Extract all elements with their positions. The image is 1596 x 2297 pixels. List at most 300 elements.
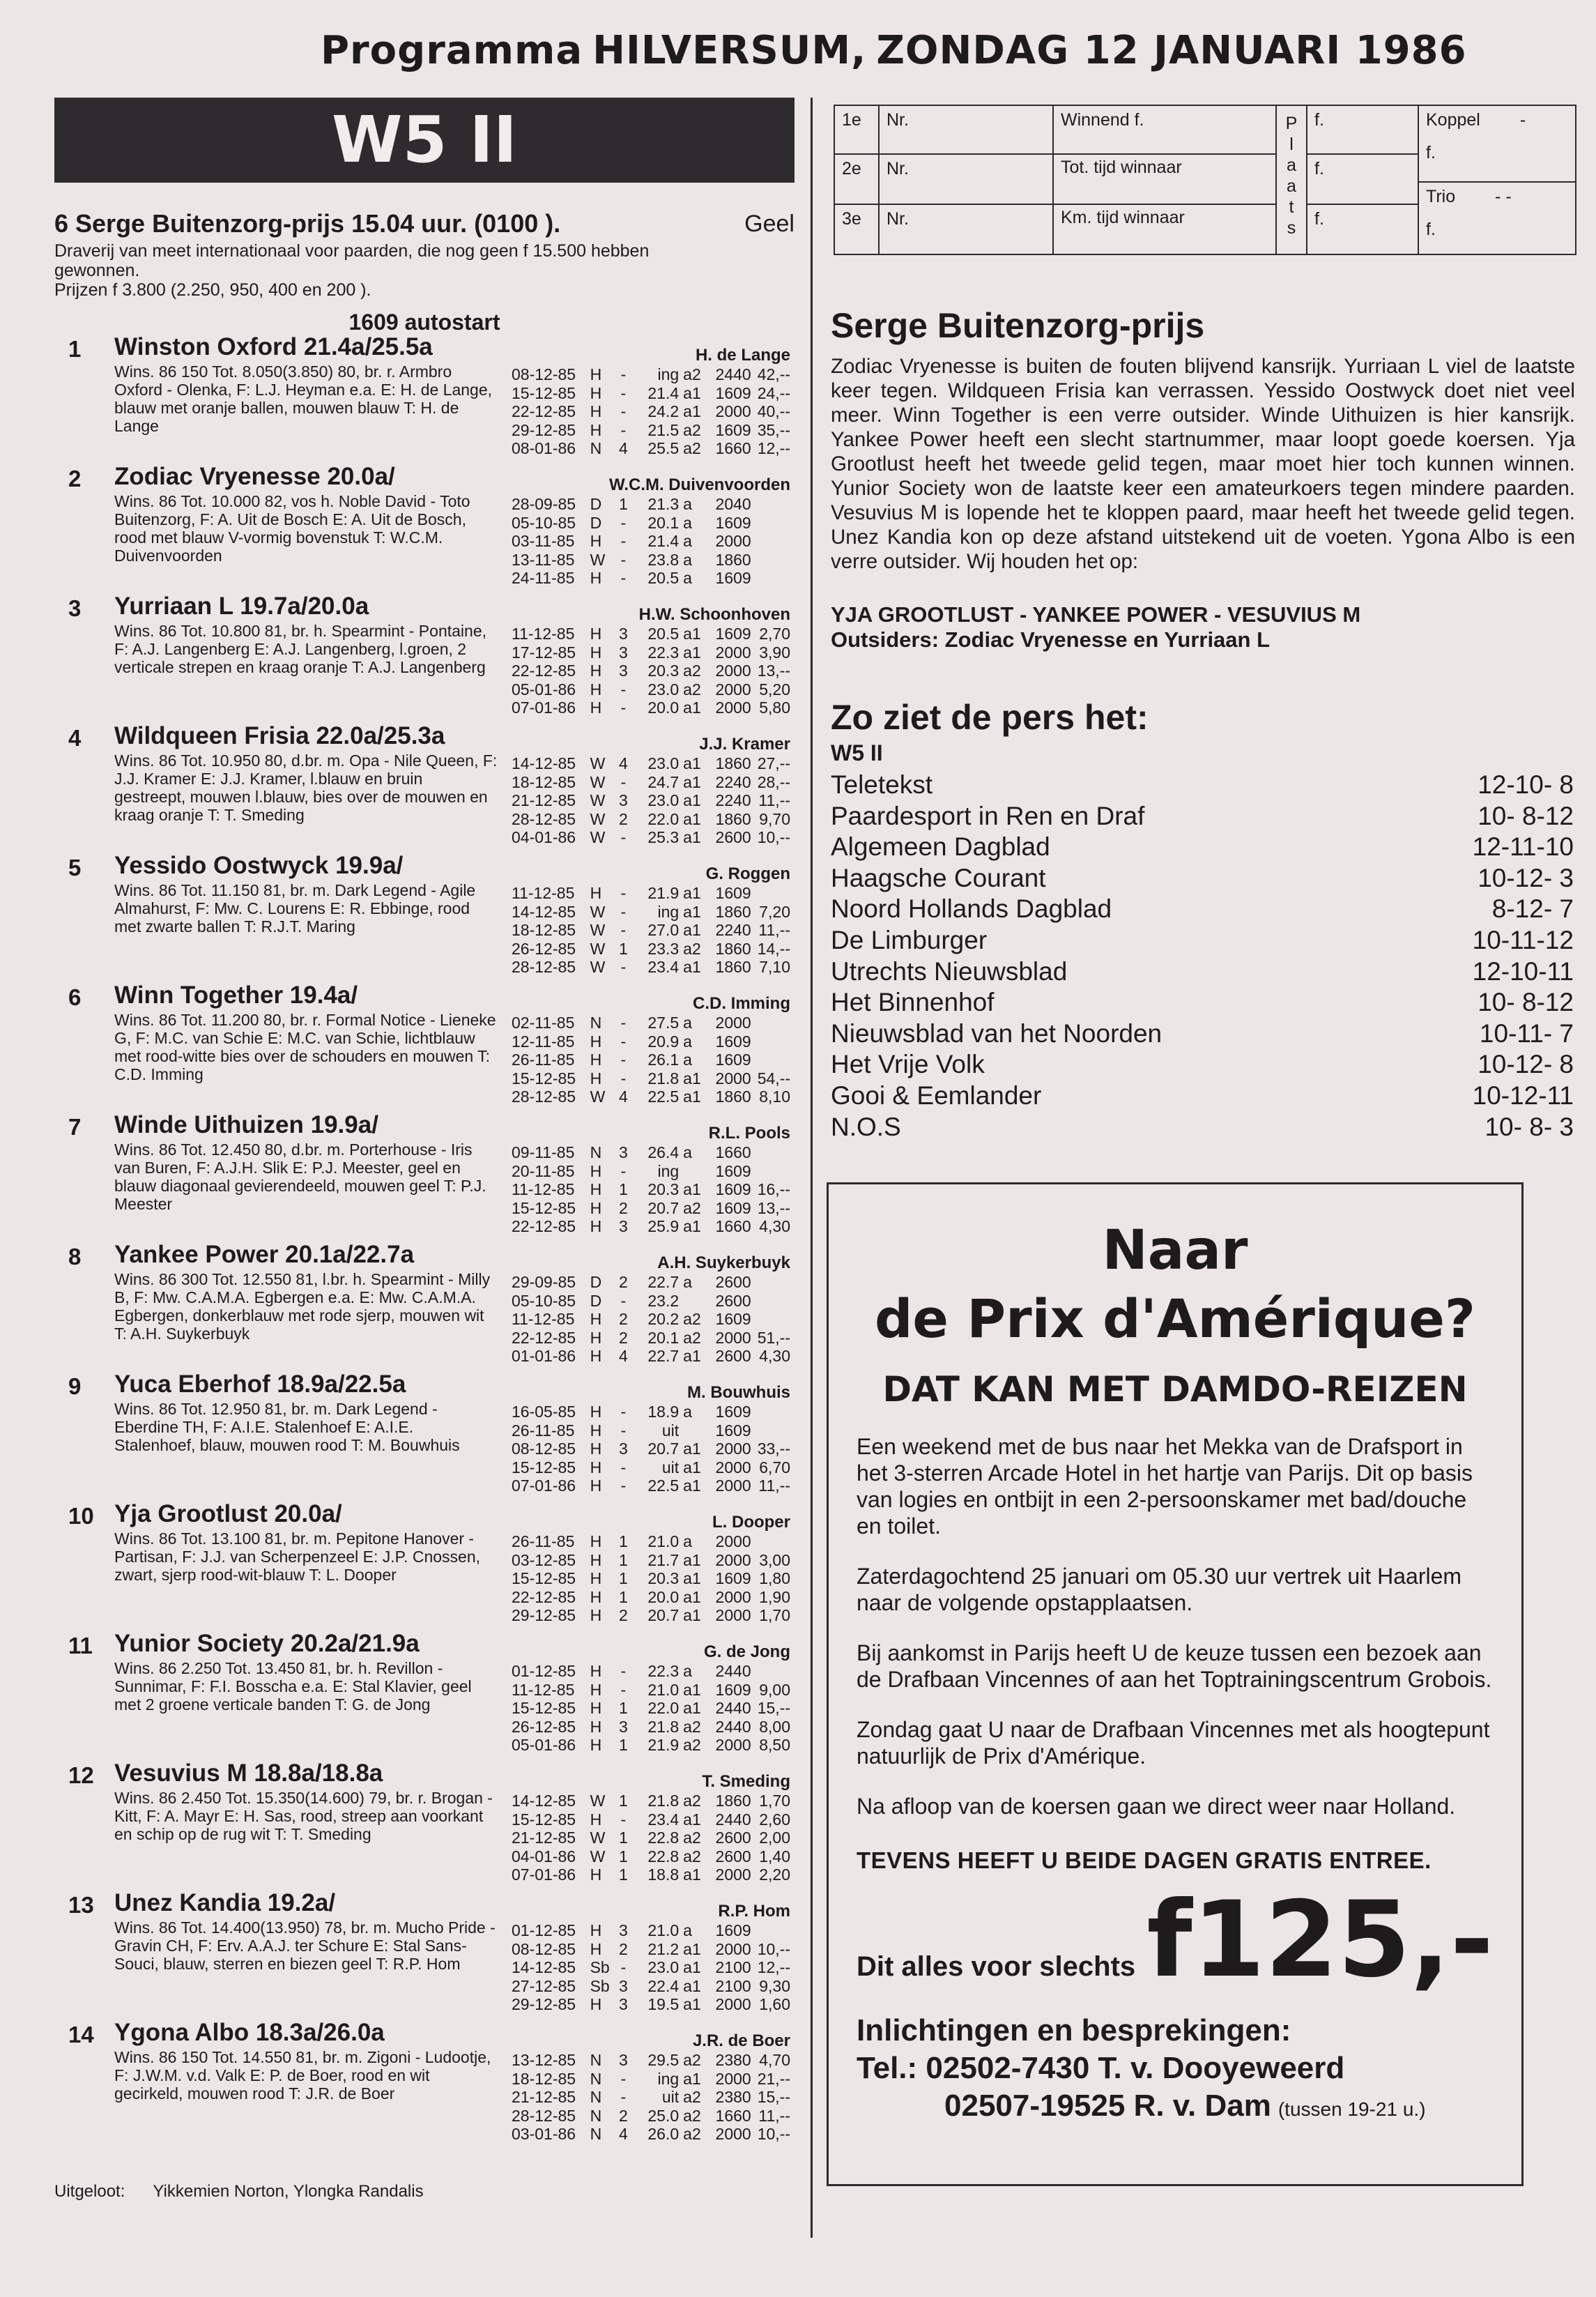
press-source: Teletekst — [831, 770, 933, 799]
race-header — [54, 209, 795, 335]
race-distance: 1609 — [715, 383, 751, 402]
horse-number: 2 — [68, 466, 82, 491]
race-row — [512, 1162, 790, 1181]
race-time: 21.3 — [647, 495, 680, 513]
race-start: a1 — [683, 383, 701, 402]
press-row — [831, 1018, 1574, 1050]
race-time: 22.3 — [647, 643, 680, 662]
ad-paragraph-1: Een weekend met de bus naar het Mekka van de Drafsport in het 3-sterren Arcade Hotel in het hartje van Parijs. Dit op basis van logies en ontbijt in een 2-persoonskamer met bad/douche en toilet. — [857, 1434, 1473, 1539]
race-start: a1 — [683, 1606, 701, 1624]
press-picks: 10-12-11 — [1472, 1081, 1574, 1110]
horse-entry — [54, 1630, 795, 1760]
race-odds — [751, 1421, 790, 1440]
race-distance: 1609 — [715, 1569, 751, 1587]
horse-race-history — [512, 365, 790, 458]
race-date: 18-12-85 — [512, 772, 576, 791]
race-date: 26-12-85 — [512, 939, 576, 958]
race-track: N — [590, 1014, 602, 1032]
press-row — [831, 956, 1574, 988]
race-place: - — [620, 1014, 627, 1032]
race-place: - — [620, 1680, 627, 1699]
horse-entry — [54, 982, 795, 1111]
horse-entry — [54, 333, 795, 463]
horse-race-history — [512, 1921, 790, 2014]
race-track: H — [590, 532, 602, 550]
race-start: a2 — [683, 2125, 701, 2143]
race-date: 05-01-86 — [512, 1736, 576, 1754]
race-track: H — [590, 569, 602, 587]
race-time: 22.7 — [647, 1273, 680, 1291]
article-outsiders: Outsiders: Zodiac Vryenesse en Yurriaan L — [831, 627, 1271, 652]
race-time: 22.8 — [647, 1829, 680, 1847]
race-track: H — [590, 662, 602, 680]
race-odds: 9,00 — [759, 1680, 790, 1699]
race-track: D — [590, 1273, 602, 1291]
horse-race-history — [512, 1792, 790, 1884]
race-row — [512, 1329, 790, 1348]
rg-f-2: f. — [1307, 155, 1419, 205]
race-row — [512, 1699, 790, 1718]
race-distance: 1609 — [715, 569, 751, 587]
race-time: 21.8 — [647, 1069, 680, 1088]
race-row — [512, 1995, 790, 2014]
press-source: N.O.S — [831, 1112, 901, 1141]
race-start: a1 — [683, 1995, 701, 2013]
race-distance: 2000 — [715, 1939, 751, 1958]
race-date: 28-09-85 — [512, 495, 576, 513]
race-row — [512, 1681, 790, 1700]
race-conditions — [54, 241, 682, 300]
press-title: Zo ziet de pers het: — [831, 698, 1149, 737]
race-odds: 3,00 — [759, 1550, 790, 1569]
race-track: H — [590, 1662, 602, 1680]
race-time: 22.0 — [647, 1699, 680, 1717]
race-place: 3 — [619, 625, 628, 643]
race-row — [512, 1199, 790, 1218]
race-date: 01-12-85 — [512, 1662, 576, 1680]
race-date: 02-11-85 — [512, 1014, 575, 1032]
race-odds — [751, 1051, 790, 1069]
press-source: Haagsche Courant — [831, 863, 1046, 892]
race-odds: 7,20 — [759, 902, 790, 921]
race-date: 26-12-85 — [512, 1717, 576, 1736]
race-place: - — [620, 365, 627, 383]
race-start: a1 — [683, 1810, 701, 1829]
ad-tel-1: Tel.: 02502-7430 T. v. Dooyeweerd — [857, 2051, 1345, 2085]
race-place: - — [620, 1458, 627, 1476]
race-place: - — [620, 402, 627, 420]
horse-number: 6 — [68, 984, 82, 1010]
race-distance: 2600 — [715, 1347, 751, 1365]
race-date: 29-09-85 — [512, 1273, 576, 1291]
race-odds — [751, 1403, 790, 1421]
race-distance: 2440 — [715, 1810, 751, 1829]
race-distance: 2380 — [715, 2088, 751, 2106]
race-start: a1 — [683, 1550, 701, 1569]
race-date: 05-10-85 — [512, 513, 576, 532]
race-start: a1 — [683, 1440, 701, 1458]
race-distance: 2600 — [715, 828, 751, 846]
race-distance: 1609 — [715, 1310, 751, 1328]
race-date: 11-12-85 — [512, 1680, 575, 1699]
race-place: 1 — [619, 1550, 628, 1569]
race-track: W — [590, 754, 606, 772]
race-start: a1 — [683, 1217, 701, 1235]
race-distance: 2000 — [715, 680, 751, 699]
race-start: a — [683, 1032, 692, 1051]
race-time: 27.0 — [647, 921, 680, 939]
race-track: D — [590, 513, 602, 532]
press-picks: 10- 8-12 — [1478, 801, 1574, 830]
race-odds: 2,00 — [759, 1829, 790, 1847]
race-date: 15-12-85 — [512, 1198, 576, 1217]
race-start: a1 — [683, 1958, 701, 1976]
race-odds: 8,10 — [759, 1088, 790, 1106]
race-start: a2 — [683, 1792, 701, 1810]
race-distance: 2240 — [715, 772, 751, 791]
race-date: 21-12-85 — [512, 2088, 576, 2106]
race-distance: 2440 — [715, 1717, 751, 1736]
horse-info: Wins. 86 Tot. 10.950 80, d.br. m. Opa - Nile Queen, F: J.J. Kramer E: J.J. Kramer, l.blauw en bruin gestreept, mouwen l.blauw, bies over de mouwen en kraag oranje T: T. Smeding — [114, 751, 498, 824]
race-odds: 6,70 — [759, 1458, 790, 1476]
race-row — [512, 810, 790, 829]
race-row — [512, 1458, 790, 1477]
race-date: 28-12-85 — [512, 809, 576, 828]
press-picks: 12-10-11 — [1472, 956, 1574, 986]
race-track: H — [590, 1476, 602, 1495]
race-time: uit — [661, 2088, 680, 2106]
horse-name: Yunior Society 20.2a/21.9a — [114, 1630, 420, 1657]
race-place: 1 — [619, 1532, 628, 1550]
press-source: Gooi & Eemlander — [831, 1081, 1042, 1110]
race-track: H — [590, 1198, 602, 1217]
horse-entry — [54, 1500, 795, 1630]
race-row — [512, 1810, 790, 1829]
race-track: W — [590, 828, 606, 846]
race-date: 22-12-85 — [512, 402, 576, 420]
race-row — [512, 791, 790, 810]
ad-paragraph-4: Zondag gaat U naar de Drafbaan Vincennes met als hoogtepunt natuurlijk de Prix d'Amérique. — [857, 1717, 1490, 1769]
race-start: a1 — [683, 1088, 701, 1106]
race-place: 4 — [619, 439, 628, 457]
race-distance: 2440 — [715, 1662, 751, 1680]
race-time: 25.9 — [647, 1217, 680, 1235]
race-distance: 2000 — [715, 402, 751, 420]
race-date: 28-12-85 — [512, 958, 576, 976]
race-row — [512, 1718, 790, 1737]
race-time: ing — [657, 2069, 680, 2088]
race-odds: 24,-- — [757, 383, 790, 402]
race-distance: 1609 — [715, 1421, 751, 1440]
race-track: H — [590, 1569, 602, 1587]
ad-heading: Naar — [1102, 1219, 1248, 1282]
race-row — [512, 1662, 790, 1681]
race-track: H — [590, 625, 602, 643]
horse-number: 10 — [68, 1503, 94, 1529]
horse-info: Wins. 86 Tot. 11.200 80, br. r. Formal Notice - Lieneke G, F: M.C. van Schie E: M.C. van Schie, lichtblauw met rood-witte bies over de schouders en mouwen T: C.D. Imming — [114, 1011, 496, 1083]
race-time: 21.2 — [647, 1939, 680, 1958]
race-start: a1 — [683, 1587, 701, 1606]
horse-name: Yankee Power 20.1a/22.7a — [114, 1241, 415, 1268]
race-row — [512, 1069, 790, 1088]
race-time: 22.0 — [647, 809, 680, 828]
rg-f-3: f. — [1307, 205, 1419, 254]
race-row — [512, 1273, 790, 1292]
race-time: 22.5 — [647, 1476, 680, 1495]
race-odds — [751, 1662, 790, 1681]
race-distance: 2000 — [715, 1736, 751, 1754]
race-place: - — [620, 569, 627, 587]
race-row — [512, 2051, 790, 2070]
race-distance: 1660 — [715, 439, 751, 457]
horse-race-history — [512, 1273, 790, 1366]
race-start: a1 — [683, 1939, 701, 1958]
race-place: 2 — [619, 1310, 628, 1328]
race-odds — [751, 551, 790, 570]
race-row — [512, 532, 790, 551]
race-row — [512, 551, 790, 570]
race-track: H — [590, 680, 602, 699]
horse-name: Zodiac Vryenesse 20.0a/ — [114, 463, 395, 490]
horse-info: Wins. 86 150 Tot. 14.550 81, br. m. Zigoni - Ludootje, F: J.W.M. v.d. Valk E: P. de Boer, rood en wit gecirkeld, mouwen rood T: J.R. de Boer — [114, 2048, 491, 2103]
race-odds: 35,-- — [757, 420, 790, 439]
race-distance: 2000 — [715, 1606, 751, 1624]
race-track: H — [590, 1421, 602, 1440]
press-row — [831, 925, 1574, 956]
rg-nr-2: Nr. — [880, 155, 1054, 205]
horse-race-history — [512, 625, 790, 717]
race-distance: 2000 — [715, 2125, 751, 2143]
race-distance: 1609 — [715, 884, 751, 902]
race-start: a2 — [683, 1736, 701, 1754]
race-time: 20.9 — [647, 1032, 680, 1051]
race-track: H — [590, 1606, 602, 1624]
horse-info: Wins. 86 2.450 Tot. 15.350(14.600) 79, br. r. Brogan - Kitt, F: A. Mayr E: H. Sas, rood, streep aan voorkant en schip op de rug wit T: T. Smeding — [114, 1789, 493, 1843]
rg-f-1: f. — [1307, 106, 1419, 155]
race-distance: 1609 — [715, 1051, 751, 1069]
race-start: a1 — [683, 1458, 701, 1476]
horse-entry — [54, 1760, 795, 1889]
race-distance: 1609 — [715, 625, 751, 643]
race-distance: 2240 — [715, 921, 751, 939]
rg-koppel-f: f. — [1426, 143, 1436, 162]
race-odds: 13,-- — [757, 1198, 790, 1217]
race-track: W — [590, 1088, 606, 1106]
horse-entry — [54, 1889, 795, 2019]
race-start: a — [683, 532, 692, 550]
race-place: - — [620, 958, 627, 976]
race-date: 26-11-85 — [512, 1421, 575, 1440]
horse-name: Wildqueen Frisia 22.0a/25.3a — [114, 722, 445, 749]
race-start: a — [683, 1051, 692, 1069]
race-date: 04-01-86 — [512, 828, 576, 846]
race-track: W — [590, 809, 606, 828]
horse-number: 9 — [68, 1373, 82, 1399]
horse-entry — [54, 1371, 795, 1500]
race-start: a — [683, 1143, 692, 1161]
race-distance: 2000 — [715, 532, 751, 550]
race-place: - — [620, 2088, 627, 2106]
race-time: 20.1 — [647, 513, 680, 532]
race-row — [512, 2107, 790, 2126]
race-distance: 2000 — [715, 1440, 751, 1458]
race-distance: 1860 — [715, 809, 751, 828]
press-picks: 10-12- 8 — [1478, 1050, 1574, 1079]
race-start: a2 — [683, 439, 701, 457]
race-start: a1 — [683, 1476, 701, 1495]
race-start: a1 — [683, 958, 701, 976]
race-place: - — [620, 2069, 627, 2088]
race-start: a — [683, 495, 692, 513]
race-start: a2 — [683, 1310, 701, 1328]
race-row — [512, 2070, 790, 2089]
horse-driver: G. Roggen — [705, 864, 790, 883]
race-distance: 2100 — [715, 1958, 751, 1976]
horse-race-history — [512, 754, 790, 847]
race-odds — [751, 1532, 790, 1551]
race-start: a2 — [683, 1717, 701, 1736]
race-place: 1 — [619, 1792, 628, 1810]
race-place: - — [620, 680, 627, 699]
press-row — [831, 1049, 1574, 1081]
race-odds: 10,-- — [757, 828, 790, 846]
race-start: a — [683, 550, 692, 569]
press-picks: 10-11- 7 — [1479, 1018, 1574, 1048]
race-track: H — [590, 1458, 602, 1476]
race-odds — [751, 1032, 790, 1051]
race-start: a2 — [683, 2051, 701, 2069]
race-time: 24.7 — [647, 772, 680, 791]
horse-number: 11 — [68, 1633, 93, 1658]
race-distance: 2000 — [715, 699, 751, 717]
race-start: a1 — [683, 643, 701, 662]
race-track: N — [590, 2106, 602, 2125]
horse-info: Wins. 86 Tot. 10.800 81, br. h. Spearmint - Pontaine, F: A.J. Langenberg E: A.J. Langenberg, l.groen, 2 verticale strepen en kraag oranje T: A.J. Langenberg — [114, 622, 486, 676]
title-location: HILVERSUM, — [592, 28, 867, 73]
race-date: 22-12-85 — [512, 1217, 576, 1235]
horse-name: Winston Oxford 21.4a/25.5a — [114, 333, 433, 360]
race-time: 26.0 — [647, 2125, 680, 2143]
race-row — [512, 828, 790, 847]
race-date: 11-12-85 — [512, 625, 575, 643]
race-odds: 11,-- — [758, 791, 790, 809]
race-time: 23.0 — [647, 1958, 680, 1976]
horse-race-history — [512, 1532, 790, 1625]
horse-name: Winn Together 19.4a/ — [114, 982, 358, 1009]
race-start: a1 — [683, 2069, 701, 2088]
race-start: a2 — [683, 365, 701, 383]
race-date: 11-12-85 — [512, 1310, 575, 1328]
race-row — [512, 903, 790, 922]
race-place: - — [620, 1291, 627, 1310]
press-source: Algemeen Dagblad — [831, 832, 1050, 862]
race-start — [679, 1421, 709, 1440]
race-date: 14-12-85 — [512, 754, 576, 772]
race-date: 27-12-85 — [512, 1976, 576, 1995]
horse-info: Wins. 86 Tot. 12.950 81, br. m. Dark Legend - Eberdine TH, F: A.I.E. Stalenhoef E: A.I.E. Stalenhoef, blauw, mouwen rood T: M. Bouwhuis — [114, 1400, 460, 1454]
race-distance: 2600 — [715, 1847, 751, 1865]
race-track: H — [590, 420, 602, 439]
race-track: W — [590, 772, 606, 791]
rg-koppel-label: Koppel — [1426, 110, 1480, 130]
race-odds: 1,60 — [759, 1995, 790, 2013]
race-row — [512, 1032, 790, 1051]
race-place: 3 — [619, 1921, 628, 1939]
race-place: 3 — [619, 1440, 628, 1458]
horse-driver: J.R. de Boer — [692, 2031, 790, 2050]
press-row — [831, 863, 1574, 894]
race-title: 6 Serge Buitenzorg-prijs — [54, 209, 345, 238]
race-date: 12-11-85 — [512, 1032, 575, 1051]
press-picks: 10- 8-12 — [1478, 988, 1574, 1017]
press-subtitle: W5 II — [831, 740, 883, 765]
race-time: 25.3 — [647, 828, 680, 846]
ad-price-label: Dit alles voor slechts — [857, 1951, 1136, 1982]
race-odds: 11,-- — [758, 2106, 790, 2125]
race-distance: 2000 — [715, 1476, 751, 1495]
race-distance: 1609 — [715, 1161, 751, 1180]
race-distance: 2000 — [715, 1328, 751, 1347]
horse-number: 8 — [68, 1244, 82, 1269]
race-place: - — [620, 1051, 627, 1069]
race-place: - — [620, 1958, 627, 1976]
race-row — [512, 958, 790, 977]
press-row — [831, 801, 1574, 832]
horse-number: 1 — [68, 336, 82, 362]
race-time: 22.8 — [647, 1847, 680, 1865]
horse-name: Winde Uithuizen 19.9a/ — [114, 1111, 378, 1138]
race-start — [679, 1292, 709, 1311]
press-list — [831, 770, 1574, 1143]
race-time: 25.0 — [647, 2106, 680, 2125]
race-track: N — [590, 1143, 602, 1161]
race-start: a — [683, 1014, 692, 1032]
race-place: - — [620, 1403, 627, 1421]
race-place: - — [620, 921, 627, 939]
race-track: H — [590, 402, 602, 420]
race-date: 05-10-85 — [512, 1291, 576, 1310]
horse-driver: C.D. Imming — [692, 994, 790, 1013]
race-time: 29.5 — [647, 2051, 680, 2069]
rg-trio — [1419, 183, 1575, 254]
race-place: - — [620, 1032, 627, 1051]
race-date: 15-12-85 — [512, 1810, 576, 1829]
race-row — [512, 365, 790, 384]
race-time: 21.8 — [647, 1717, 680, 1736]
horse-name: Vesuvius M 18.8a/18.8a — [114, 1760, 383, 1787]
race-row — [512, 1051, 790, 1069]
race-start — [679, 1162, 709, 1181]
race-time: 20.7 — [647, 1198, 680, 1217]
race-place: 3 — [619, 2051, 628, 2069]
race-row — [512, 1532, 790, 1551]
race-date: 08-12-85 — [512, 365, 576, 383]
race-distance: 2000 — [715, 1587, 751, 1606]
race-date: 28-12-85 — [512, 2106, 576, 2125]
race-place: 2 — [619, 1939, 628, 1958]
race-place: - — [620, 1069, 627, 1088]
race-row — [512, 1476, 790, 1495]
race-place: 2 — [619, 2106, 628, 2125]
race-place: - — [620, 532, 627, 550]
race-date: 03-12-85 — [512, 1550, 576, 1569]
race-odds: 1,80 — [759, 1569, 790, 1587]
ad-price-row — [857, 1879, 1494, 2001]
race-odds: 1,70 — [759, 1792, 790, 1810]
race-time: 21.4 — [647, 532, 680, 550]
race-track: H — [590, 1161, 602, 1180]
race-track: Sb — [590, 1958, 610, 1976]
